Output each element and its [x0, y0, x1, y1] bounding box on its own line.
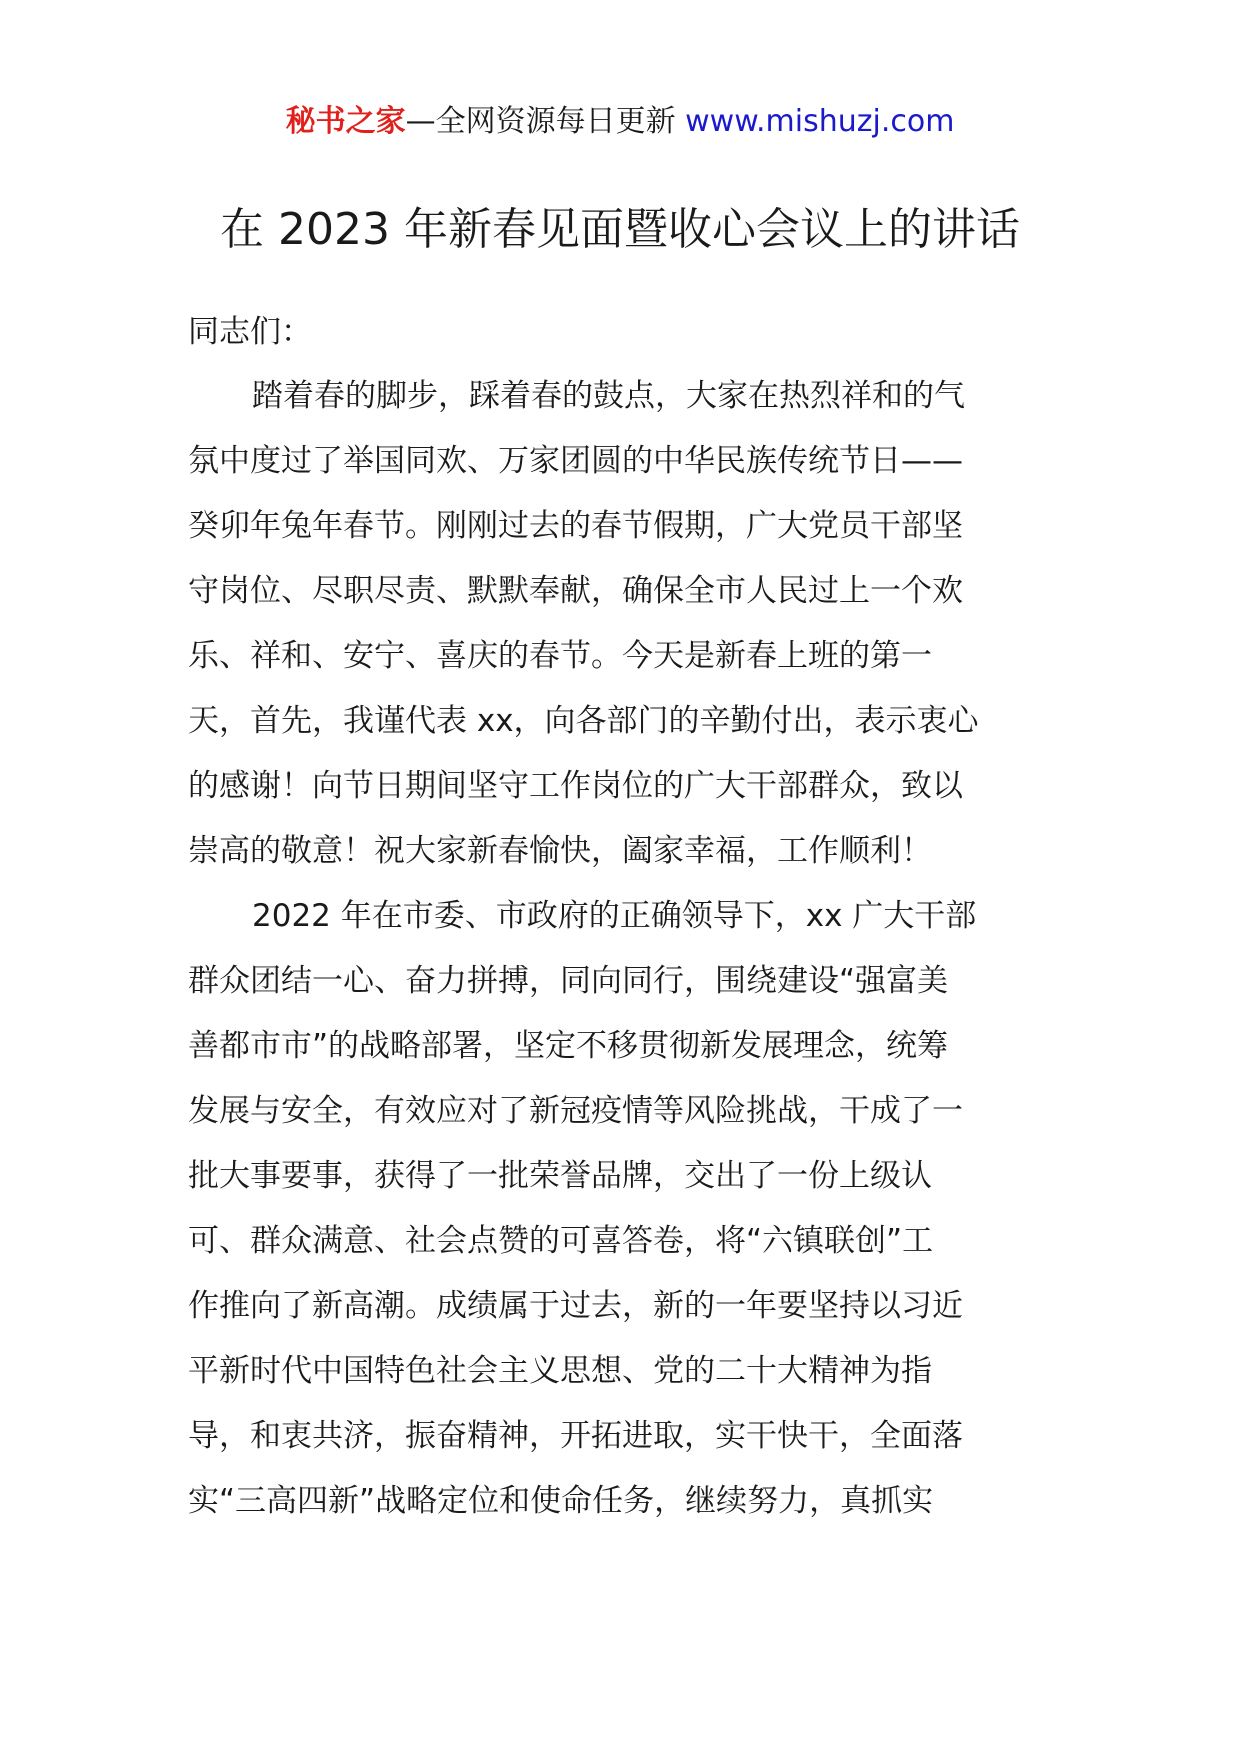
site-url-link[interactable]: www.mishuzj.com [685, 104, 955, 139]
salutation: 同志们： [188, 314, 312, 350]
paragraph-1: 踏着春的脚步，踩着春的鼓点，大家在热烈祥和的气 氛中度过了举国同欢、万家团圆的中华民族传统节日—— 癸卯年兔年春节。刚刚过去的春节假期，广大党员干部坚 守岗位、尽职尽责、默默奉献，确保全市人民过上一个欢 乐、祥和、安宁、喜庆的春节。今天是新春上班的第一 天，首先，我谨代表 xx，向各部门的辛勤付出，表示衷心 的感谢！向节日期间坚守工作岗位的广大干部群众，致以 崇高的敬意！祝大家新春愉快，阖家幸福，工作顺利！ [188, 378, 979, 869]
header-tagline: —全网资源每日更新 [405, 104, 686, 139]
site-header [0, 100, 1240, 144]
paragraph-2: 2022 年在市委、市政府的正确领导下，xx 广大干部 群众团结一心、奋力拼搏，同向同行，围绕建设“强富美 善都市市”的战略部署，坚定不移贯彻新发展理念，统筹 发展与安全，有效应对了新冠疫情等风险挑战，干成了一 批大事要事，获得了一批荣誉品牌，交出了一份上级认 可、群众满意、社会点赞的可喜答卷，将“六镇联创”工 作推向了新高潮。成绩属于过去，新的一年要坚持以习近 平新时代中国特色社会主义思想、党的二十大精神为指 导，和衷共济，振奋精神，开拓进取，实干快干，全面落 实“三高四新”战略定位和使命任务，继续努力，真抓实 [188, 898, 977, 1519]
document-body [188, 300, 1058, 1534]
brand-name: 秘书之家 [285, 104, 406, 139]
document-title: 在 2023 年新春见面暨收心会议上的讲话 [220, 204, 1020, 255]
